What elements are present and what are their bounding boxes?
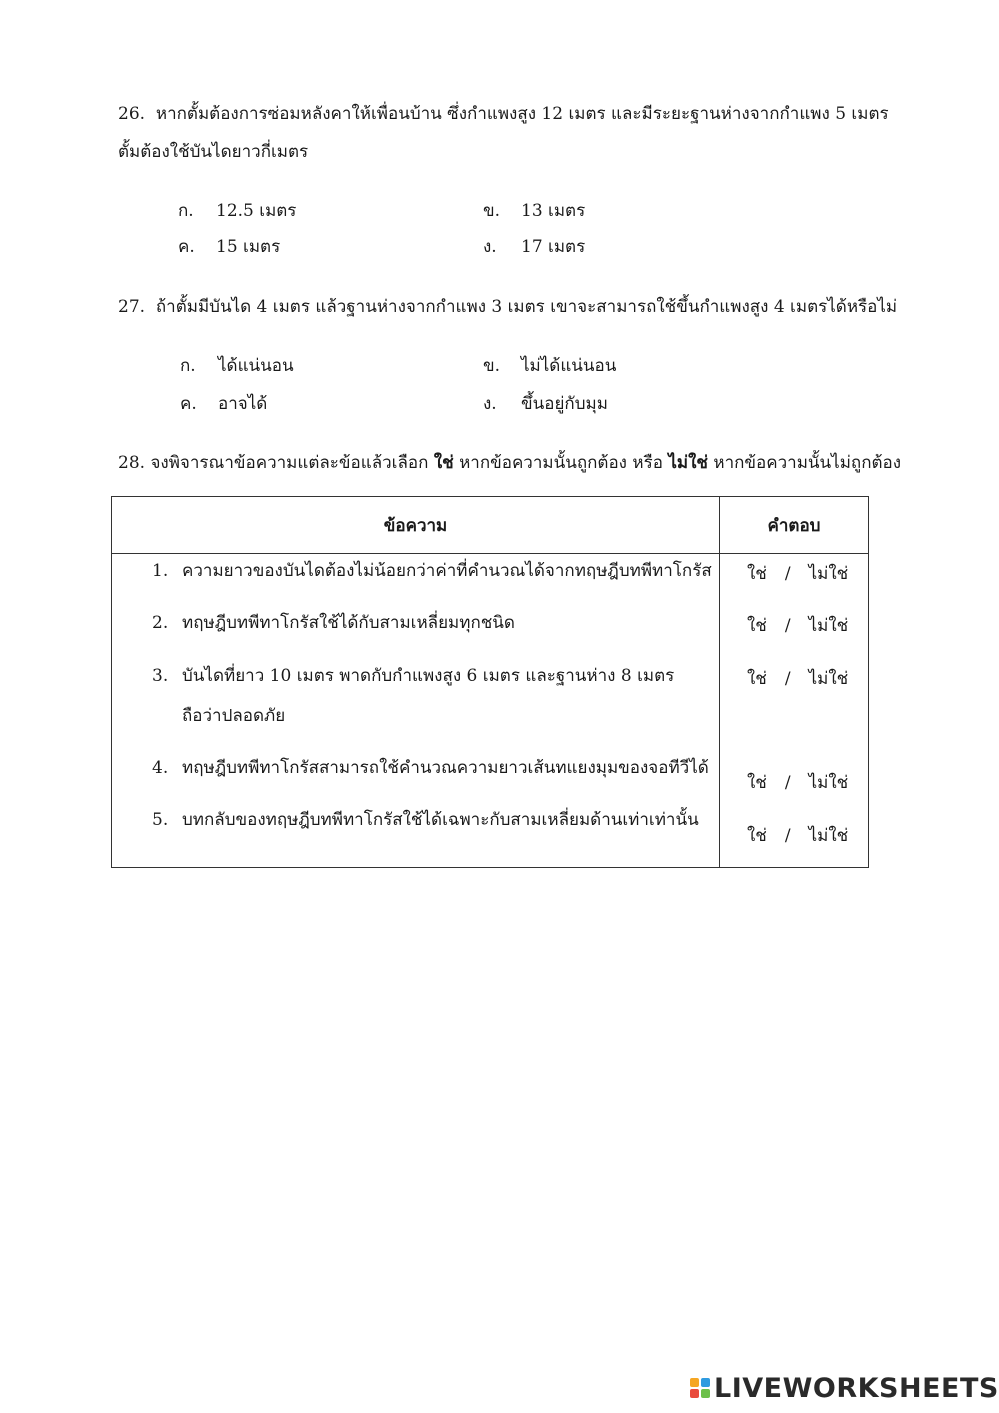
q27-option-d[interactable] bbox=[483, 392, 608, 416]
q27-option-c[interactable] bbox=[180, 392, 267, 416]
answer-yes-option[interactable]: ใช่ bbox=[747, 773, 767, 793]
logo-mark-icon bbox=[690, 1378, 710, 1398]
header-answer: คำตอบ bbox=[720, 497, 869, 554]
option-text: 13 เมตร bbox=[521, 201, 586, 221]
logo-square-icon bbox=[701, 1389, 710, 1398]
answer-yes-option[interactable]: ใช่ bbox=[747, 564, 767, 584]
question-26-number: 26. bbox=[118, 104, 146, 124]
row-text: ทฤษฎีบทพีทาโกรัสใช้ได้กับสามเหลี่ยมทุกชนิด bbox=[182, 613, 515, 633]
q27-option-b[interactable] bbox=[483, 354, 616, 378]
answer-row-5 bbox=[747, 822, 848, 849]
question-27-text: ถ้าตั้มมีบันได 4 เมตร แล้วฐานห่างจากกำแพง 3 เมตร เขาจะสามารถใช้ขึ้นกำแพงสูง 4 เมตรได้หรือไม่ bbox=[155, 297, 898, 317]
answer-separator: / bbox=[784, 773, 791, 793]
option-text: ขึ้นอยู่กับมุม bbox=[521, 394, 608, 414]
answer-row-4 bbox=[747, 769, 848, 796]
question-28-text-c: หากข้อความนั้นไม่ถูกต้อง bbox=[713, 453, 902, 473]
logo-square-icon bbox=[690, 1378, 699, 1387]
row-number: 4. bbox=[152, 758, 169, 778]
row-number: 3. bbox=[152, 666, 169, 686]
row-text: บทกลับของทฤษฎีบทพีทาโกรัสใช้ได้เฉพาะกับสามเหลี่ยมด้านเท่าเท่านั้น bbox=[182, 810, 699, 830]
question-28-text-a: จงพิจารณาข้อความแต่ละข้อแล้วเลือก bbox=[150, 453, 429, 473]
liveworksheets-logo bbox=[690, 1373, 999, 1403]
q26-option-a[interactable] bbox=[178, 199, 296, 223]
answer-no-option[interactable]: ไม่ใช่ bbox=[808, 826, 849, 846]
option-letter: ข. bbox=[483, 201, 501, 221]
row-text: บันไดที่ยาว 10 เมตร พาดกับกำแพงสูง 6 เมตร และฐานห่าง 8 เมตร ถือว่าปลอดภัย bbox=[182, 666, 675, 726]
option-letter: ข. bbox=[483, 356, 501, 376]
option-text: อาจได้ bbox=[218, 394, 268, 414]
q26-option-b[interactable] bbox=[483, 199, 585, 223]
option-text: ได้แน่นอน bbox=[218, 356, 294, 376]
question-28-no-keyword: ไม่ใช่ bbox=[668, 453, 708, 473]
header-statement: ข้อความ bbox=[112, 497, 720, 554]
option-text: 12.5 เมตร bbox=[216, 201, 297, 221]
logo-square-icon bbox=[690, 1389, 699, 1398]
question-28-yes-keyword: ใช่ bbox=[433, 453, 454, 473]
question-28-text-b: หากข้อความนั้นถูกต้อง หรือ bbox=[459, 453, 663, 473]
option-text: 17 เมตร bbox=[521, 237, 586, 257]
row-number: 2. bbox=[152, 613, 169, 633]
row-text: ความยาวของบันไดต้องไม่น้อยกว่าค่าที่คำนวณได้จากทฤษฎีบทพีทาโกรัส bbox=[182, 561, 712, 581]
q27-option-a[interactable] bbox=[180, 354, 294, 378]
answer-row-1 bbox=[747, 560, 848, 587]
row-text: ทฤษฎีบทพีทาโกรัสสามารถใช้คำนวณความยาวเส้นทแยงมุมของจอทีวีได้ bbox=[182, 758, 709, 778]
answer-separator: / bbox=[784, 826, 791, 846]
q26-option-d[interactable] bbox=[483, 235, 585, 259]
question-26-line-1 bbox=[118, 95, 898, 133]
answer-separator: / bbox=[784, 669, 791, 689]
answer-separator: / bbox=[784, 616, 791, 636]
answer-cell bbox=[720, 554, 869, 868]
answer-row-3 bbox=[747, 665, 848, 692]
question-28-number: 28. bbox=[118, 453, 146, 473]
answer-separator: / bbox=[784, 564, 791, 584]
q26-option-c[interactable] bbox=[178, 235, 280, 259]
option-letter: ง. bbox=[483, 237, 497, 257]
option-letter: ก. bbox=[180, 356, 196, 376]
answer-no-option[interactable]: ไม่ใช่ bbox=[808, 616, 849, 636]
option-letter: ค. bbox=[180, 394, 197, 414]
question-26-text: หากตั้มต้องการซ่อมหลังคาให้เพื่อนบ้าน ซึ่งกำแพงสูง 12 เมตร และมีระยะฐานห่างจากกำแพง 5 เมตร bbox=[155, 104, 889, 124]
question-26-line-2: ตั้มต้องใช้บันไดยาวกี่เมตร bbox=[118, 142, 309, 162]
answer-no-option[interactable]: ไม่ใช่ bbox=[808, 564, 849, 584]
option-text: ไม่ได้แน่นอน bbox=[521, 356, 617, 376]
answer-yes-option[interactable]: ใช่ bbox=[747, 616, 767, 636]
question-28 bbox=[118, 444, 901, 482]
option-letter: ง. bbox=[483, 394, 497, 414]
option-letter: ก. bbox=[178, 201, 194, 221]
answer-no-option[interactable]: ไม่ใช่ bbox=[808, 669, 849, 689]
answer-row-2 bbox=[747, 612, 848, 639]
question-27-number: 27. bbox=[118, 297, 146, 317]
option-text: 15 เมตร bbox=[216, 237, 281, 257]
option-letter: ค. bbox=[178, 237, 195, 257]
logo-square-icon bbox=[701, 1378, 710, 1387]
row-number: 5. bbox=[152, 810, 169, 830]
answer-no-option[interactable]: ไม่ใช่ bbox=[808, 773, 849, 793]
row-number: 1. bbox=[152, 561, 169, 581]
answer-yes-option[interactable]: ใช่ bbox=[747, 826, 767, 846]
logo-wordmark: LIVEWORKSHEETS bbox=[714, 1372, 999, 1404]
question-26 bbox=[118, 95, 898, 171]
question-27 bbox=[118, 288, 897, 326]
answer-yes-option[interactable]: ใช่ bbox=[747, 669, 767, 689]
